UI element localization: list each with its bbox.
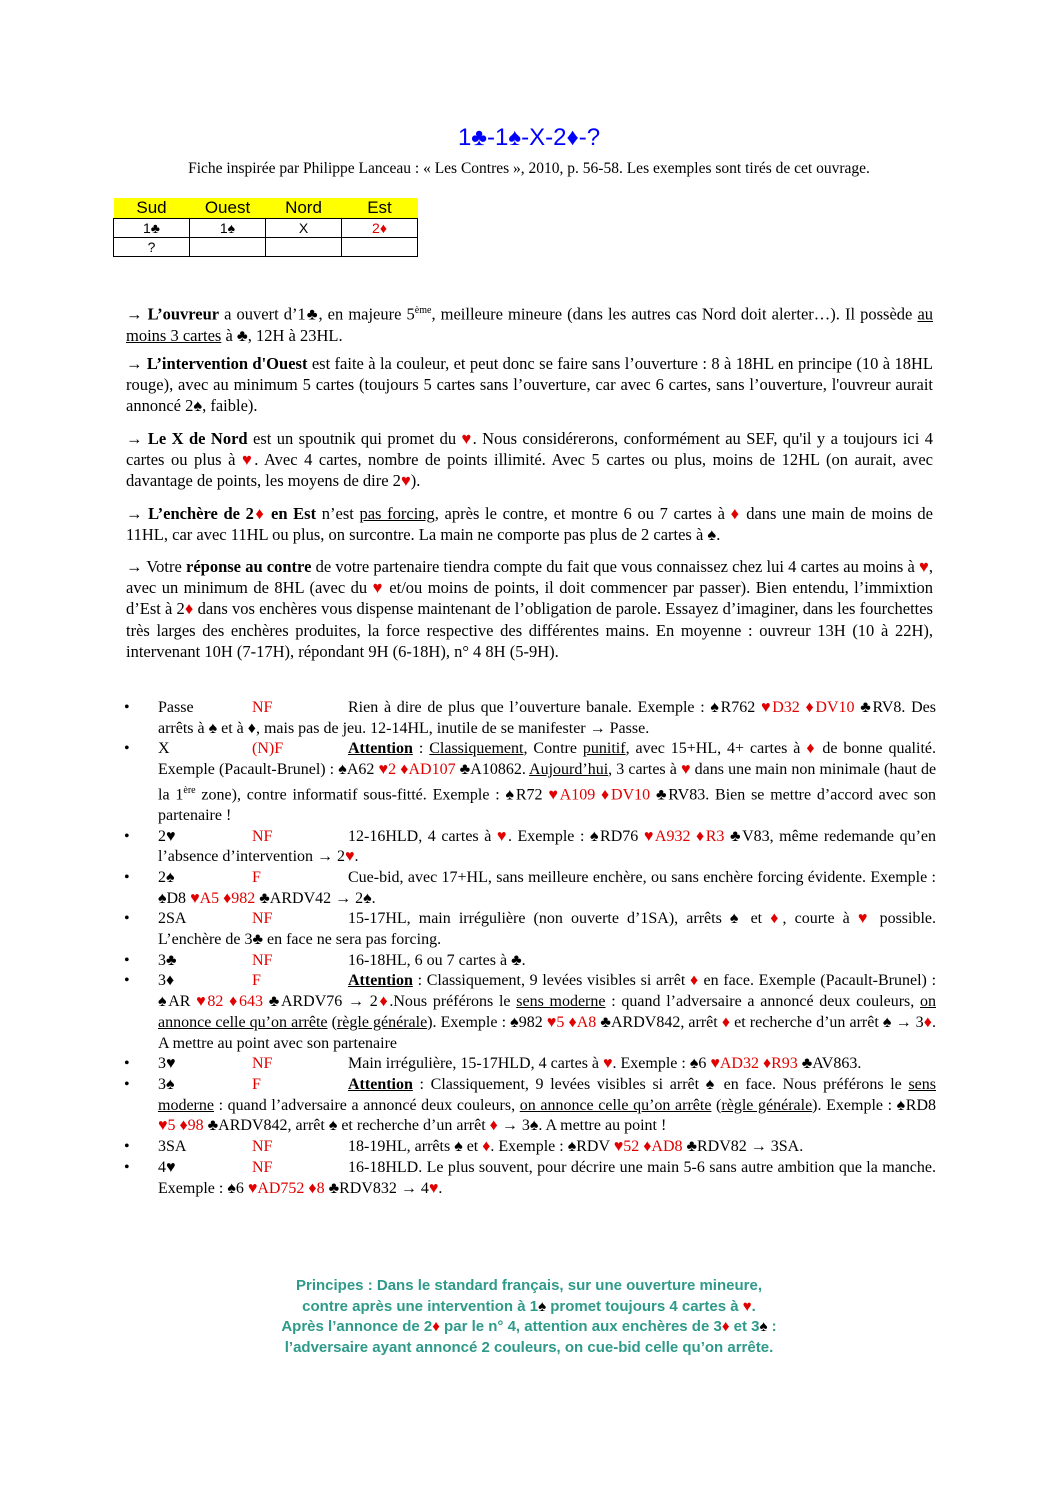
diamond-holding: ♦98 [179, 1117, 204, 1135]
text: possible. L’enchère de 3♣ en face ne sera pas forcing. [158, 910, 937, 949]
bidding-table-header [114, 198, 418, 219]
bidding-table [113, 198, 418, 257]
heart-icon: ♥ [742, 1297, 752, 1315]
text: dans une main de moins de 11HL, car avec 11HL ou plus, on surcontre. La main ne comporte pas plus de 2 cartes à ♠. [126, 504, 934, 545]
subtitle: Fiche inspirée par Philippe Lanceau : « Les Contres », 2010, p. 56-58. Les exemples sont tirés de cet ouvrage. [188, 160, 870, 177]
text: dans vos enchères vous dispense maintenant de l’obligation de parole. Essayez d’imaginer, dans les fourchettes très larges des enchères produites, la force respective des différentes mains. En moyenne : ouvreur 13H (10 à 22H), intervenant 10H (7-17H), répondant 9H (6-18H), n° 4 8H (5-9H). [126, 599, 933, 661]
diamond-holding: ♦643 [229, 993, 263, 1011]
list-item-3s [124, 1075, 936, 1137]
text: ♣RV8. Des arrêts à ♠ et à ♦, mais pas de jeu. 12-14HL, inutile de se manifester → Passe. [158, 699, 936, 737]
forcing-label: NF [252, 827, 273, 845]
forcing-label: NF [252, 951, 273, 969]
text: , meilleure mineure (dans les autres cas Nord doit alerter…). Il possède [431, 304, 918, 324]
list-item-3sa [124, 1137, 936, 1158]
text: . Nous considérerons, conformément au SEF, qu'il y a toujours ici 4 cartes ou plus à [126, 429, 933, 470]
heart-icon: ♥ [400, 471, 411, 491]
bullet-icon: • [124, 827, 130, 845]
heart-holding: ♥D32 [761, 699, 800, 716]
text: ♣ARDV842, arrêt [596, 1013, 722, 1031]
underlined-term: Attention [348, 740, 413, 758]
text: ♣V83, même redemande qu’en l’absence d’intervention → 2 [158, 827, 937, 866]
text: promet toujours 4 cartes à [546, 1297, 743, 1315]
paragraph-intervention [126, 353, 933, 417]
text: ♣A10862. [455, 761, 530, 779]
bullet-icon: • [124, 1075, 130, 1093]
superscript: ème [414, 305, 432, 316]
list-item-2h [124, 827, 936, 868]
item-description [124, 909, 936, 950]
text: : quand l’adversaire a annoncé deux couleurs, [213, 1096, 520, 1114]
bidding-row [114, 238, 418, 257]
forcing-label: F [252, 868, 261, 886]
text: par le n° 4, attention aux enchères de 3 [439, 1318, 722, 1335]
principles-box [0, 1276, 1058, 1358]
principles-line-4: l’adversaire ayant annoncé 2 couleurs, on cue-bid celle qu’on arrête. [284, 1338, 774, 1356]
forcing-label: (N)F [252, 740, 284, 758]
forcing-label: F [252, 1075, 261, 1093]
text: , courte à [782, 910, 858, 928]
text: , avec 15+HL, 4+ cartes à [625, 740, 807, 758]
diamond-holding: ♦AD8 [643, 1138, 683, 1156]
diamond-icon: ♦ [253, 504, 266, 523]
text: ). Exemple : ♠982 [427, 1013, 547, 1031]
bid-cell-ouest [190, 238, 266, 257]
text: : [412, 740, 430, 758]
underlined-term: Attention [348, 1075, 413, 1093]
item-description [124, 827, 936, 868]
list-item-2sa [124, 909, 936, 950]
diamond-icon: ♦ [806, 740, 817, 758]
bid-cell-nord [266, 238, 342, 257]
text: à ♣, 12H à 23HL. [221, 325, 343, 345]
paragraph-x-nord [126, 428, 933, 492]
text: : quand l’adversaire a annoncé deux couleurs, [605, 993, 920, 1011]
spade-icon: ♠ [538, 1297, 547, 1315]
text: et 3 [729, 1318, 760, 1335]
underlined-term: règle générale [721, 1096, 813, 1114]
header-nord: Nord [266, 198, 342, 219]
diamond-holding: ♦R3 [696, 827, 725, 845]
text: . [751, 1297, 756, 1315]
bold-term: réponse au contre [186, 557, 312, 576]
diamond-icon: ♦ [689, 972, 699, 990]
title-text: 1♣-1♠-X-2♦-? [457, 124, 601, 151]
text: . Exemple : ♠RDV [490, 1138, 614, 1156]
heart-holding: ♥AD752 [247, 1179, 305, 1197]
heart-holding: ♥A5 [190, 889, 220, 907]
forcing-label: F [252, 972, 261, 990]
header-ouest: Ouest [190, 198, 266, 219]
bullet-icon: • [124, 1055, 130, 1073]
text: ♣ARDV76 → 2 [263, 993, 378, 1011]
underlined-term: sens moderne [516, 993, 606, 1011]
text: , après le contre, et montre 6 ou 7 cartes à [434, 504, 731, 523]
text: et/ou moins de points, il doit commencer par passer). Bien entendu, l’immixtion d’Est à 2 [126, 578, 934, 619]
principles-line-3 [0, 1317, 1058, 1338]
item-description [124, 698, 936, 739]
item-description [124, 1137, 936, 1158]
diamond-icon: ♦ [482, 1138, 491, 1156]
bold-term: en Est [265, 504, 317, 523]
diamond-holding: ♦DV10 [601, 786, 651, 804]
text: → 3♠. A mettre au point ! [497, 1117, 667, 1135]
forcing-label: NF [252, 1158, 273, 1176]
bullet-icon: • [124, 1158, 130, 1176]
diamond-holding: ♦8 [308, 1179, 325, 1197]
heart-icon: ♥ [241, 450, 255, 470]
bullet-icon: • [124, 868, 130, 886]
heart-icon: ♥ [461, 429, 473, 448]
heart-holding: ♥2 [378, 761, 397, 779]
heart-holding: ♥A109 [548, 786, 596, 804]
list-item-x [124, 739, 936, 826]
paragraph-enchere-est [126, 503, 933, 545]
bid-label: 4♥ [158, 1158, 176, 1176]
list-item-3d [124, 971, 936, 1054]
item-description [124, 739, 936, 826]
diamond-holding: ♦A8 [568, 1013, 597, 1031]
text: contre après une intervention à 1 [302, 1297, 539, 1315]
text: Après l’annonce de 2 [281, 1318, 433, 1335]
list-item-4h [124, 1158, 936, 1199]
text: . [354, 848, 359, 866]
diamond-icon: ♦ [377, 993, 390, 1011]
bid-label: 3♠ [158, 1075, 175, 1093]
diamond-icon: ♦ [721, 1318, 730, 1335]
bid-cell-nord: X [266, 219, 342, 238]
bold-term: L’intervention d'Ouest [146, 354, 308, 373]
arrow-icon: → [126, 504, 143, 523]
superscript: ère [183, 784, 196, 796]
diamond-icon: ♦ [730, 504, 741, 523]
text: ♣AV863. [797, 1055, 862, 1073]
bid-cell-sud: ? [114, 238, 190, 257]
text: . Exemple : ♠RD76 [507, 827, 644, 845]
bid-label: 2♥ [158, 827, 176, 845]
forcing-label: NF [252, 1055, 273, 1073]
diamond-holding: ♦AD107 [400, 761, 456, 779]
heart-icon: ♥ [680, 761, 691, 779]
underlined-term: au moins 3 cartes [126, 304, 934, 345]
heart-holding: ♥AD32 [710, 1055, 759, 1073]
text: ). Exemple : ♠RD8 [812, 1096, 937, 1114]
bold-term: Le X de Nord [147, 429, 248, 448]
heart-icon: ♥ [345, 848, 355, 866]
text: 16-18HLD. Le plus souvent, pour décrire une main 5-6 sans autre ambition que la manche. Exemple : ♠6 [158, 1158, 936, 1197]
bullet-icon: • [124, 972, 130, 990]
bid-label: 3♣ [158, 951, 177, 969]
diamond-icon: ♦ [721, 1013, 731, 1031]
arrow-icon: → [126, 304, 143, 324]
text: Main irrégulière, 15-17HLD, 4 cartes à [348, 1055, 604, 1073]
item-description [124, 1054, 936, 1075]
text: 18-19HL, arrêts ♠ et [348, 1138, 483, 1156]
item-description [124, 951, 936, 972]
paragraph-ouvreur [126, 300, 933, 346]
bid-label: 2SA [158, 910, 187, 928]
text: ♣ARDV42 → 2♠. [255, 889, 376, 907]
text: en face. Exemple (Pacault-Brunel) : ♠AR [158, 972, 937, 1011]
text: : Classiquement, 9 levées visibles si arrêt ♠ en face. Nous préférons le [412, 1075, 909, 1093]
bullet-icon: • [124, 1138, 130, 1156]
underlined-term: règle générale [336, 1013, 428, 1031]
text: ♣RDV82 → 3SA. [682, 1138, 804, 1156]
heart-holding: ♥82 [196, 993, 224, 1011]
text: 15-17HL, main irrégulière (non ouverte d’1SA), arrêts ♠ et [348, 910, 771, 928]
heart-holding: ♥A932 [643, 827, 691, 845]
bullet-icon: • [124, 740, 130, 758]
text: . A mettre au point avec son partenaire [158, 1013, 937, 1052]
diamond-icon: ♦ [489, 1117, 498, 1135]
forcing-label: NF [252, 699, 273, 716]
underlined-term: Classiquement [429, 740, 524, 758]
arrow-icon: → [126, 429, 143, 448]
arrow-icon: → [126, 557, 143, 576]
text: , Contre [523, 740, 583, 758]
bid-label: Passe [158, 699, 194, 716]
text: Votre [146, 557, 187, 576]
bid-label: 3♥ [158, 1055, 176, 1073]
item-description [124, 868, 936, 909]
underlined-term: punitif [582, 740, 626, 758]
bid-label: 2♠ [158, 868, 175, 886]
text: , 3 cartes à [608, 761, 681, 779]
text: a ouvert d’1♣, en majeure 5 [219, 304, 415, 324]
bid-cell-ouest: 1♠ [190, 219, 266, 238]
text: zone), contre informatif sous-fitté. Exemple : ♠R72 [195, 786, 549, 804]
bid-cell-est [342, 238, 418, 257]
list-item-3h [124, 1054, 936, 1075]
text: .Nous préférons le [389, 993, 517, 1011]
list-item-2s [124, 868, 936, 909]
text: de votre partenaire tiendra compte du fait que vous connaissez chez lui 4 cartes au moins à [311, 557, 920, 576]
text: ♣ARDV842, arrêt ♠ et recherche d’un arrêt [203, 1117, 490, 1135]
diamond-icon: ♦ [432, 1318, 440, 1335]
text: est un spoutnik qui promet du [247, 429, 462, 448]
underlined-term: Attention [348, 972, 413, 990]
bid-cell-est: 2♦ [342, 219, 418, 238]
header-sud: Sud [114, 198, 190, 219]
bullet-icon: • [124, 699, 130, 716]
bid-label: X [158, 740, 170, 758]
underlined-term: on annonce celle qu’on arrête [519, 1096, 712, 1114]
heart-icon: ♥ [919, 557, 929, 576]
page-title [0, 124, 1058, 152]
principles-line-2 [0, 1297, 1058, 1318]
bid-cell-sud: 1♣ [114, 219, 190, 238]
text: . [438, 1179, 443, 1197]
item-description [124, 1158, 936, 1199]
bid-label: 3SA [158, 1138, 187, 1156]
diamond-icon: ♦ [184, 599, 194, 619]
diamond-icon: ♦ [923, 1013, 933, 1031]
text: , avec un minimum de 8HL (avec du [126, 557, 934, 598]
text: dans une main non minimale (haut de la 1 [158, 761, 937, 804]
underlined-term: sens moderne [158, 1075, 936, 1114]
diamond-holding: ♦R93 [762, 1055, 798, 1073]
item-description [124, 1075, 936, 1137]
text: ♣RV83. Bien se mettre d’accord avec son partenaire ! [158, 786, 937, 824]
list-item-passe [124, 698, 936, 739]
text: et recherche d’un arrêt ♠ → 3 [730, 1013, 924, 1031]
text: est faite à la couleur, et peut donc se faire sans l’ouverture : 8 à 18HL en principe (10 à 18HL rouge), avec au minimum 5 cartes (toujours 5 cartes sans l’ouverture, car avec 6 cartes, sans l’ouverture, l'ouvreur aurait annoncé 2♠, faible). [126, 354, 933, 416]
text: 16-18HL, 6 ou 7 cartes à ♣. [348, 951, 526, 969]
heart-icon: ♥ [857, 910, 872, 928]
forcing-label: NF [252, 910, 273, 928]
forcing-label: NF [252, 1138, 273, 1156]
diamond-holding: ♦982 [223, 889, 256, 907]
text: . Avec 4 cartes, nombre de points illimité. Avec 5 cartes ou plus, moins de 12HL (on aurait, avec davantage de points, les moyens de dire 2 [126, 450, 933, 491]
heart-icon: ♥ [372, 578, 384, 598]
diamond-holding: ♦DV10 [805, 699, 855, 716]
bold-term: L’enchère de 2 [148, 504, 254, 523]
text: : [767, 1318, 777, 1335]
header-est: Est [342, 198, 418, 219]
text: : Classiquement, 9 levées visibles si arrêt [412, 972, 690, 990]
bullet-icon: • [124, 951, 130, 969]
bid-responses-list [124, 698, 936, 1199]
spade-icon: ♠ [759, 1318, 768, 1335]
text: ( [711, 1096, 722, 1114]
bullet-icon: • [124, 910, 130, 928]
principles-line-1: Principes : Dans le standard français, sur une ouverture mineure, [296, 1277, 762, 1294]
underlined-term: pas forcing [359, 504, 435, 523]
underlined-term: on annonce celle qu’on arrête [158, 993, 936, 1031]
heart-holding: ♥52 [613, 1138, 640, 1156]
paragraph-reponse [126, 556, 933, 662]
text: ♣RDV832 → 4 [324, 1179, 429, 1197]
heart-icon: ♥ [496, 827, 508, 845]
bidding-row [114, 219, 418, 238]
bid-label: 3♦ [158, 972, 175, 990]
heart-icon: ♥ [603, 1055, 613, 1073]
arrow-icon: → [126, 354, 143, 373]
heart-icon: ♥ [428, 1179, 439, 1197]
text: de bonne qualité. Exemple (Pacault-Brunel) : ♠A62 [158, 740, 936, 779]
heart-holding: ♥5 [158, 1117, 176, 1135]
text: Cue-bid, avec 17+HL, sans meilleure enchère, ou sans enchère forcing évidente. Exemple : ♠D8 [158, 868, 936, 907]
diamond-icon: ♦ [770, 910, 783, 928]
text: Rien à dire de plus que l’ouverture banale. Exemple : ♠R762 [348, 699, 762, 716]
bold-term: L’ouvreur [147, 304, 220, 324]
list-item-3c [124, 951, 936, 972]
text: ( [327, 1013, 337, 1031]
text: . Exemple : ♠6 [612, 1055, 711, 1073]
heart-holding: ♥5 [546, 1013, 565, 1031]
text: ). [410, 471, 421, 491]
text: n’est [316, 504, 360, 523]
text: 12-16HLD, 4 cartes à [348, 827, 497, 845]
underlined-term: Aujourd’hui [529, 761, 609, 779]
item-description [124, 971, 936, 1054]
